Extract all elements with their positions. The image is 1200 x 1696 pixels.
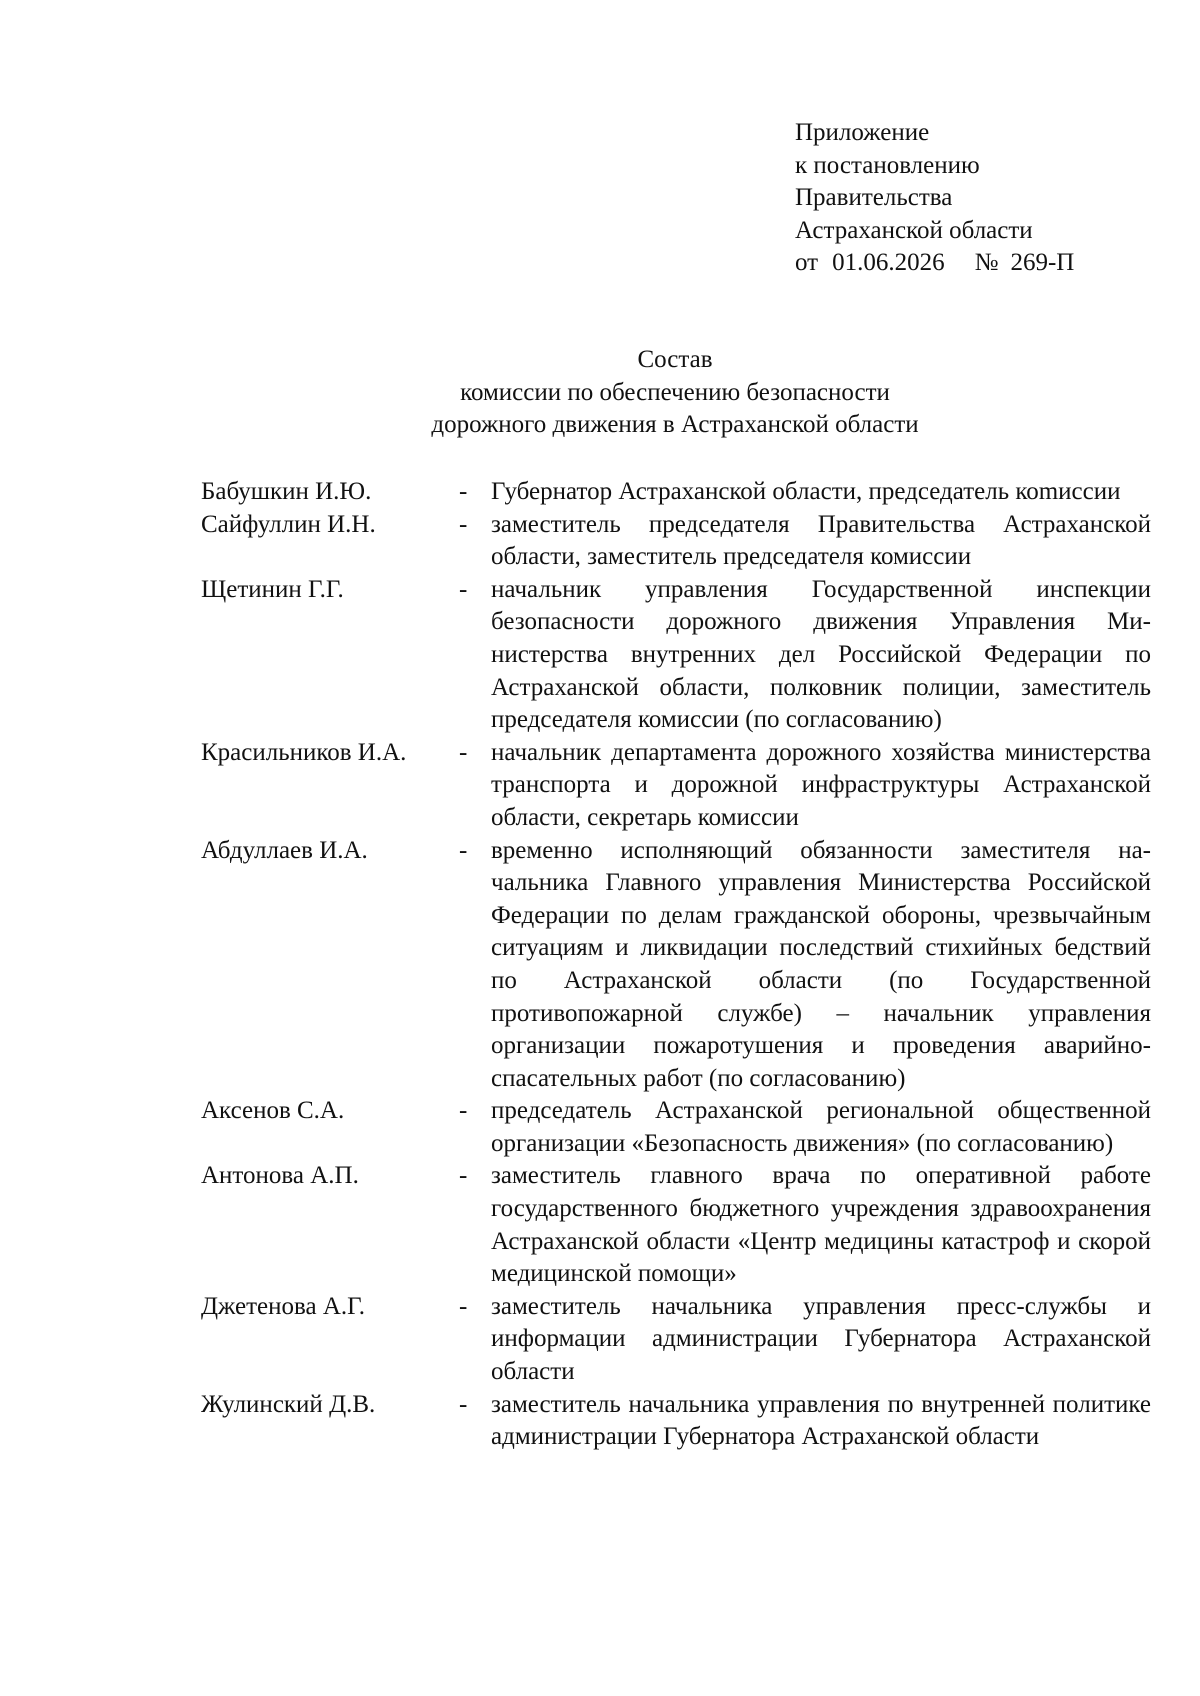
date-prefix: от — [795, 249, 819, 276]
member-row — [201, 1160, 1151, 1290]
member-name: Красильников И.А. — [201, 738, 407, 766]
member-row — [201, 1389, 1151, 1454]
member-separator: - — [459, 478, 468, 505]
member-row — [201, 1095, 1151, 1160]
document-title — [200, 344, 1150, 442]
title-line: дорожного движения в Астраханской области — [431, 411, 919, 438]
member-row — [201, 574, 1151, 737]
member-name: Антонова А.П. — [201, 1162, 359, 1190]
document-number: 269-П — [1010, 249, 1075, 276]
member-separator: - — [459, 510, 468, 538]
member-row — [201, 476, 1151, 509]
member-separator: - — [459, 1390, 468, 1418]
member-name: Жулинский Д.В. — [201, 1390, 376, 1418]
appendix-date-line — [795, 247, 1074, 280]
appendix-line: Астраханской области — [795, 216, 1033, 244]
member-row — [201, 1291, 1151, 1389]
member-separator: - — [459, 738, 468, 766]
member-role: заместитель начальника управления пресс-службы и информации администрации Губернатора Астраханской области — [491, 1292, 1151, 1386]
member-role: Губернатор Астраханской области, председатель коmиссии — [491, 478, 1121, 505]
member-role: начальник департамента дорожного хозяйства министерства транспорта и дорожной инфраструктуры Астраханской области, секретарь комиссии — [491, 738, 1151, 831]
member-role: временно исполняющий обязанности заместителя начальника Главного управления Министерства Российской Федерации по делам гражданской обороны, чрезвычайным ситуациям и ликвидации последствий стихийных бедствий по Астраханской области (по Государственной противопожарной службе) – начальник управления организации пожаротушения и проведения аварийно-спасательных работ (по согласованию) — [491, 836, 1151, 1092]
member-name: Абдуллаев И.А. — [201, 836, 368, 864]
member-name: Сайфуллин И.Н. — [201, 510, 376, 538]
appendix-line: Правительства — [795, 184, 953, 211]
member-role: заместитель главного врача по оперативной работе государственного бюджетного учреждения здравоохранения Астраханской области «Центр медицины катастроф и скорой медицинской помощи» — [491, 1162, 1151, 1288]
number-sign: № — [974, 249, 999, 276]
member-row — [201, 835, 1151, 1096]
member-row — [201, 737, 1151, 835]
title-line: Состав — [637, 346, 713, 373]
member-name: Аксенов С.А. — [201, 1097, 345, 1125]
member-separator: - — [459, 1162, 468, 1190]
member-separator: - — [459, 836, 468, 864]
member-separator: - — [459, 575, 468, 603]
member-role: заместитель председателя Правительства Астраханской области, заместитель председателя комиссии — [491, 510, 1151, 571]
member-name: Джетенова А.Г. — [201, 1292, 366, 1320]
member-separator: - — [459, 1097, 468, 1125]
document-date: 01.06.2026 — [832, 249, 945, 276]
member-role: начальник управления Государственной инспекции безопасности дорожного движения Управления Министерства внутренних дел Российской Федерации по Астраханской области, полковник полиции, заместитель председателя комиссии (по согласованию) — [491, 575, 1151, 734]
appendix-header — [795, 117, 1074, 280]
member-row — [201, 509, 1151, 574]
appendix-line: к постановлению — [795, 151, 980, 179]
member-list — [201, 476, 1151, 1454]
member-role: заместитель начальника управления по внутренней политике администрации Губернатора Астраханской области — [491, 1390, 1151, 1451]
member-name: Бабушкин И.Ю. — [201, 478, 372, 505]
member-role: председатель Астраханской региональной общественной организации «Безопасность движения» (по согласованию) — [491, 1097, 1151, 1157]
title-line: комиссии по обеспечению безопасности — [460, 378, 890, 406]
appendix-line: Приложение — [795, 119, 930, 146]
member-name: Щетинин Г.Г. — [201, 575, 344, 603]
member-separator: - — [459, 1292, 468, 1320]
